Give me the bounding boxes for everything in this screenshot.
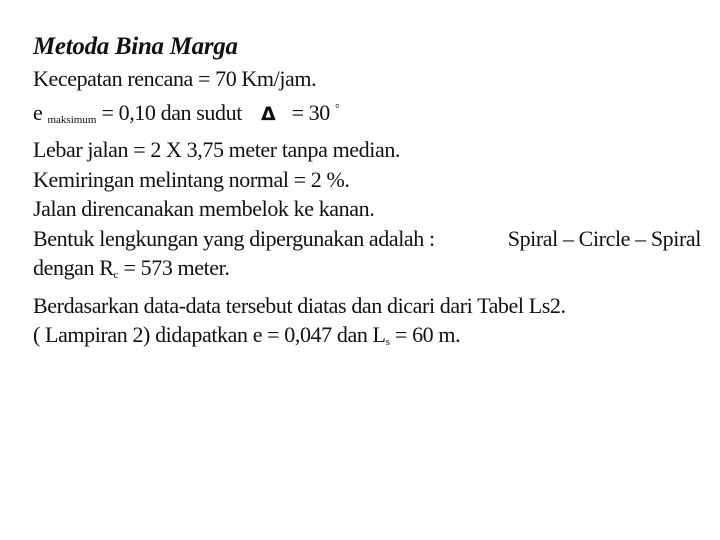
document-body — [33, 32, 713, 358]
turn-direction-text: Jalan direncanakan membelok ke kanan. — [33, 196, 375, 221]
line-max-superelevation — [33, 94, 713, 136]
radius-subscript: c — [113, 269, 119, 281]
curve-shape-label: Bentuk lengkungan yang dipergunakan adalah : — [33, 225, 435, 251]
result-prefix: ( Lampiran 2) didapatkan e = 0,047 dan L — [33, 322, 386, 347]
road-width-text: Lebar jalan = 2 X 3,75 meter tanpa median. — [33, 137, 401, 162]
line-road-width — [33, 135, 713, 165]
result-value: = 60 m. — [394, 322, 461, 347]
radius-value: = 573 meter. — [123, 255, 230, 280]
line-basis — [33, 291, 713, 321]
design-speed-text: Kecepatan rencana = 70 Km/jam. — [33, 66, 317, 91]
delta-symbol: Δ — [261, 102, 276, 125]
basis-text: Berdasarkan data-data tersebut diatas dan dicari dari Tabel Ls2. — [33, 292, 566, 318]
line-turn-direction — [33, 194, 713, 224]
line-cross-slope — [33, 165, 713, 195]
cross-slope-text: Kemiringan melintang normal = 2 %. — [33, 166, 350, 192]
line-radius — [33, 253, 713, 291]
line-design-speed — [33, 64, 713, 94]
e-subscript: maksimum — [47, 113, 97, 126]
radius-prefix: dengan R — [33, 255, 114, 280]
line-curve-shape — [33, 224, 701, 254]
e-symbol: e — [33, 99, 43, 125]
document-title: Metoda Bina Marga — [33, 33, 238, 60]
degree-symbol: ° — [335, 100, 340, 115]
e-max-value: = 0,10 dan sudut — [101, 99, 242, 125]
angle-value: = 30 — [291, 99, 330, 125]
line-result — [33, 320, 713, 358]
result-subscript: s — [385, 336, 390, 348]
curve-shape-type: Spiral – Circle – Spiral — [507, 225, 701, 251]
